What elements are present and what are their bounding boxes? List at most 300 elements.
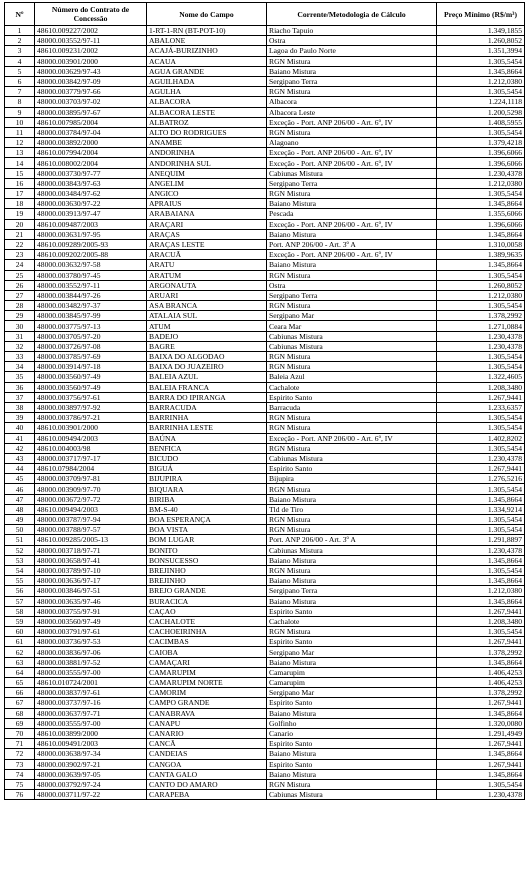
field-name: ALBATROZ	[147, 117, 267, 127]
contract-number: 48000.003552/97-11	[35, 280, 147, 290]
table-row	[5, 759, 525, 769]
min-price: 1.305,5454	[437, 525, 525, 535]
min-price: 1.233,6357	[437, 402, 525, 412]
field-name: CANTA GALO	[147, 769, 267, 779]
field-name: AGUA GRANDE	[147, 66, 267, 76]
min-price: 1.212,0380	[437, 290, 525, 300]
methodology: Baiano Mistura	[267, 576, 437, 586]
row-number: 22	[5, 239, 35, 249]
contract-number: 48610.009494/2003	[35, 504, 147, 514]
min-price: 1.208,3480	[437, 616, 525, 626]
row-number: 64	[5, 667, 35, 677]
min-price: 1.267,9441	[437, 464, 525, 474]
row-number: 26	[5, 280, 35, 290]
field-name: CAÇAO	[147, 606, 267, 616]
row-number: 56	[5, 586, 35, 596]
methodology: Cabiunas Mistura	[267, 331, 437, 341]
methodology: Espirito Santo	[267, 739, 437, 749]
methodology: Cabiunas Mistura	[267, 168, 437, 178]
table-row	[5, 372, 525, 382]
min-price: 1.230,4378	[437, 341, 525, 351]
table-row	[5, 596, 525, 606]
min-price: 1.276,5216	[437, 474, 525, 484]
min-price: 1.305,5454	[437, 127, 525, 137]
table-row	[5, 158, 525, 168]
methodology: Alagoano	[267, 138, 437, 148]
row-number: 16	[5, 178, 35, 188]
row-number: 67	[5, 698, 35, 708]
table-row	[5, 362, 525, 372]
table-row	[5, 56, 525, 66]
field-name: BM-S-40	[147, 504, 267, 514]
row-number: 40	[5, 423, 35, 433]
contract-number: 48000.003909/97-70	[35, 484, 147, 494]
methodology: Sergipano Terra	[267, 76, 437, 86]
methodology: RGN Mistura	[267, 189, 437, 199]
field-name: BARRINHA	[147, 413, 267, 423]
min-price: 1.378,2992	[437, 688, 525, 698]
table-row	[5, 290, 525, 300]
table-row	[5, 26, 525, 36]
methodology: Baiano Mistura	[267, 199, 437, 209]
min-price: 1.345,8664	[437, 749, 525, 759]
contract-number: 48000.003845/97-99	[35, 311, 147, 321]
methodology: Baiano Mistura	[267, 749, 437, 759]
row-number: 15	[5, 168, 35, 178]
min-price: 1.305,5454	[437, 352, 525, 362]
methodology: RGN Mistura	[267, 565, 437, 575]
methodology: RGN Mistura	[267, 87, 437, 97]
min-price: 1.389,9635	[437, 250, 525, 260]
table-row	[5, 739, 525, 749]
table-row	[5, 402, 525, 412]
methodology: Exceção - Port. ANP 206/00 - Art. 6º, IV	[267, 250, 437, 260]
row-number: 4	[5, 56, 35, 66]
row-number: 32	[5, 341, 35, 351]
min-price: 1.305,5454	[437, 515, 525, 525]
methodology: RGN Mistura	[267, 423, 437, 433]
field-name: BIRIBA	[147, 494, 267, 504]
methodology: Exceção - Port. ANP 206/00 - Art. 6º, IV	[267, 158, 437, 168]
table-row	[5, 239, 525, 249]
methodology: Riacho Tapuio	[267, 26, 437, 36]
field-name: CANGOA	[147, 759, 267, 769]
table-row	[5, 433, 525, 443]
contract-number: 48000.003717/97-17	[35, 453, 147, 463]
field-name: CANAPU	[147, 718, 267, 728]
contract-number: 48000.003555/97-00	[35, 718, 147, 728]
field-name: ANGELIM	[147, 178, 267, 188]
field-name: CAMARUPIM	[147, 667, 267, 677]
min-price: 1.305,5454	[437, 413, 525, 423]
field-name: ARUARI	[147, 290, 267, 300]
field-name: ARAÇAS	[147, 229, 267, 239]
methodology: Espirito Santo	[267, 392, 437, 402]
row-number: 57	[5, 596, 35, 606]
contract-number: 48610.009231/2002	[35, 46, 147, 56]
contract-number: 48000.003711/97-22	[35, 790, 147, 800]
field-name: CANCÃ	[147, 739, 267, 749]
min-price: 1.349,1855	[437, 26, 525, 36]
contract-number: 48000.003897/97-92	[35, 402, 147, 412]
min-price: 1.305,5454	[437, 362, 525, 372]
field-name: CAMARUPIM NORTE	[147, 678, 267, 688]
methodology: Tld de Tiro	[267, 504, 437, 514]
contract-number: 48610.009494/2003	[35, 433, 147, 443]
row-number: 3	[5, 46, 35, 56]
row-number: 29	[5, 311, 35, 321]
table-row	[5, 698, 525, 708]
contract-number: 48000.003632/97-58	[35, 260, 147, 270]
row-number: 35	[5, 372, 35, 382]
methodology: RGN Mistura	[267, 484, 437, 494]
table-row	[5, 341, 525, 351]
row-number: 72	[5, 749, 35, 759]
methodology: Exceção - Port. ANP 206/00 - Art. 6º, IV	[267, 148, 437, 158]
contract-number: 48000.003788/97-57	[35, 525, 147, 535]
field-name: BREJINHO	[147, 565, 267, 575]
contract-number: 48000.003846/97-51	[35, 586, 147, 596]
field-name: ALBACORA	[147, 97, 267, 107]
contract-number: 48610.009285/2005-13	[35, 535, 147, 545]
row-number: 70	[5, 728, 35, 738]
contract-number: 48000.003484/97-62	[35, 189, 147, 199]
field-name: ANGICO	[147, 189, 267, 199]
methodology: Baiano Mistura	[267, 229, 437, 239]
row-number: 28	[5, 301, 35, 311]
row-number: 46	[5, 484, 35, 494]
methodology: RGN Mistura	[267, 627, 437, 637]
table-row	[5, 606, 525, 616]
methodology: Espirito Santo	[267, 637, 437, 647]
min-price: 1.267,9441	[437, 606, 525, 616]
contract-number: 48000.003787/97-94	[35, 515, 147, 525]
contract-number: 48610.007994/2004	[35, 148, 147, 158]
contract-number: 48000.003779/97-66	[35, 87, 147, 97]
field-name: ACAJÁ-BURIZINHO	[147, 46, 267, 56]
row-number: 18	[5, 199, 35, 209]
contract-number: 48000.003785/97-69	[35, 352, 147, 362]
row-number: 65	[5, 678, 35, 688]
row-number: 53	[5, 555, 35, 565]
field-name: BREJO GRANDE	[147, 586, 267, 596]
methodology: Ostra	[267, 280, 437, 290]
contract-number: 48000.003837/97-61	[35, 688, 147, 698]
table-header	[5, 3, 525, 26]
row-number: 43	[5, 453, 35, 463]
field-name: ARABAIANA	[147, 209, 267, 219]
row-number: 8	[5, 97, 35, 107]
field-name: BONITO	[147, 545, 267, 555]
contract-number: 48610.003901/2000	[35, 423, 147, 433]
table-row	[5, 138, 525, 148]
row-number: 17	[5, 189, 35, 199]
contract-number: 48000.003789/97-10	[35, 565, 147, 575]
table-row	[5, 504, 525, 514]
field-name: CACHOEIRINHA	[147, 627, 267, 637]
table-row	[5, 97, 525, 107]
row-number: 44	[5, 464, 35, 474]
table-row	[5, 321, 525, 331]
methodology: RGN Mistura	[267, 270, 437, 280]
row-number: 31	[5, 331, 35, 341]
contract-number: 48000.003709/97-81	[35, 474, 147, 484]
contract-number: 48610.007985/2004	[35, 117, 147, 127]
min-price: 1.291,4949	[437, 728, 525, 738]
row-number: 30	[5, 321, 35, 331]
methodology: Cachalote	[267, 616, 437, 626]
table-row	[5, 616, 525, 626]
contract-number: 48000.003703/97-02	[35, 97, 147, 107]
table-row	[5, 117, 525, 127]
table-row	[5, 647, 525, 657]
header-contract: Número do Contrato de Concessão	[35, 3, 147, 26]
min-price: 1.260,8052	[437, 36, 525, 46]
methodology: Cabiunas Mistura	[267, 790, 437, 800]
methodology: Camarupim	[267, 667, 437, 677]
field-name: ANAMBE	[147, 138, 267, 148]
table-row	[5, 331, 525, 341]
min-price: 1.322,4605	[437, 372, 525, 382]
min-price: 1.230,4378	[437, 545, 525, 555]
field-name: ARACUÃ	[147, 250, 267, 260]
table-row	[5, 627, 525, 637]
table-row	[5, 790, 525, 800]
row-number: 5	[5, 66, 35, 76]
table-row	[5, 209, 525, 219]
min-price: 1.345,8664	[437, 596, 525, 606]
table-row	[5, 301, 525, 311]
methodology: Canario	[267, 728, 437, 738]
min-price: 1.305,5454	[437, 443, 525, 453]
row-number: 38	[5, 402, 35, 412]
min-price: 1.406,4253	[437, 667, 525, 677]
min-price: 1.224,1118	[437, 97, 525, 107]
field-name: ALTO DO RODRIGUES	[147, 127, 267, 137]
table-row	[5, 443, 525, 453]
min-price: 1.200,5298	[437, 107, 525, 117]
contract-number: 48610.009227/2002	[35, 26, 147, 36]
methodology: Sergipano Terra	[267, 586, 437, 596]
header-field-name: Nome do Campo	[147, 3, 267, 26]
min-price: 1.267,9441	[437, 392, 525, 402]
field-name: CAMORIM	[147, 688, 267, 698]
table-row	[5, 678, 525, 688]
methodology: Golfinho	[267, 718, 437, 728]
contract-number: 48610.009202/2005-88	[35, 250, 147, 260]
document-page	[4, 2, 524, 800]
methodology: Espirito Santo	[267, 759, 437, 769]
header-number: Nº	[5, 3, 35, 26]
table-row	[5, 525, 525, 535]
contract-number: 48000.003631/97-95	[35, 229, 147, 239]
methodology: RGN Mistura	[267, 443, 437, 453]
table-row	[5, 178, 525, 188]
field-name: CANABRAVA	[147, 708, 267, 718]
methodology: RGN Mistura	[267, 301, 437, 311]
row-number: 33	[5, 352, 35, 362]
table-row	[5, 779, 525, 789]
field-name: BICUDO	[147, 453, 267, 463]
row-number: 62	[5, 647, 35, 657]
row-number: 7	[5, 87, 35, 97]
row-number: 45	[5, 474, 35, 484]
contract-number: 48000.003637/97-71	[35, 708, 147, 718]
contract-number: 48610.003899/2000	[35, 728, 147, 738]
min-price: 1.345,8664	[437, 708, 525, 718]
methodology: Sergipano Mar	[267, 647, 437, 657]
table-row	[5, 494, 525, 504]
table-row	[5, 76, 525, 86]
contract-number: 48610.009289/2005-93	[35, 239, 147, 249]
min-price: 1.345,8664	[437, 657, 525, 667]
field-name: AGULHA	[147, 87, 267, 97]
contract-number: 48000.003555/97-00	[35, 667, 147, 677]
min-price: 1.305,5454	[437, 189, 525, 199]
field-name: BALEIA AZUL	[147, 372, 267, 382]
row-number: 20	[5, 219, 35, 229]
methodology: Lagoa do Paulo Norte	[267, 46, 437, 56]
field-name: CAMAÇARI	[147, 657, 267, 667]
methodology: Pescada	[267, 209, 437, 219]
contract-number: 48000.003756/97-61	[35, 392, 147, 402]
min-price: 1.230,4378	[437, 168, 525, 178]
row-number: 63	[5, 657, 35, 667]
row-number: 2	[5, 36, 35, 46]
contract-number: 48610.009487/2003	[35, 219, 147, 229]
methodology: Bijupira	[267, 474, 437, 484]
contract-number: 48000.003913/97-47	[35, 209, 147, 219]
methodology: RGN Mistura	[267, 779, 437, 789]
row-number: 66	[5, 688, 35, 698]
contract-number: 48000.003914/97-18	[35, 362, 147, 372]
methodology: RGN Mistura	[267, 515, 437, 525]
table-row	[5, 87, 525, 97]
contract-number: 48610.008002/2004	[35, 158, 147, 168]
field-name: BOA VISTA	[147, 525, 267, 535]
row-number: 25	[5, 270, 35, 280]
contract-number: 48000.003842/97-09	[35, 76, 147, 86]
contract-number: 48000.003560/97-49	[35, 382, 147, 392]
row-number: 60	[5, 627, 35, 637]
row-number: 37	[5, 392, 35, 402]
field-name: BAÚNA	[147, 433, 267, 443]
field-name: ANEQUIM	[147, 168, 267, 178]
contract-number: 48000.003639/97-05	[35, 769, 147, 779]
min-price: 1.208,3480	[437, 382, 525, 392]
contract-number: 48000.003672/97-72	[35, 494, 147, 504]
methodology: Sergipano Mar	[267, 311, 437, 321]
table-row	[5, 565, 525, 575]
contract-number: 48000.003737/97-16	[35, 698, 147, 708]
table-row	[5, 688, 525, 698]
table-row	[5, 392, 525, 402]
contract-number: 48000.003775/97-13	[35, 321, 147, 331]
table-row	[5, 311, 525, 321]
methodology: Barracuda	[267, 402, 437, 412]
field-name: BALEIA FRANCA	[147, 382, 267, 392]
methodology: Baiano Mistura	[267, 769, 437, 779]
methodology: Albacora Leste	[267, 107, 437, 117]
field-name: CACHALOTE	[147, 616, 267, 626]
field-name: ARAÇAS LESTE	[147, 239, 267, 249]
table-row	[5, 413, 525, 423]
table-row	[5, 749, 525, 759]
field-name: APRAIUS	[147, 199, 267, 209]
field-name: CACIMBAS	[147, 637, 267, 647]
min-price: 1.230,4378	[437, 453, 525, 463]
min-price: 1.230,4378	[437, 790, 525, 800]
methodology: Baleia Azul	[267, 372, 437, 382]
table-row	[5, 250, 525, 260]
field-name: ALBACORA LESTE	[147, 107, 267, 117]
contract-number: 48000.003901/2000	[35, 56, 147, 66]
table-row	[5, 535, 525, 545]
min-price: 1.345,8664	[437, 199, 525, 209]
row-number: 76	[5, 790, 35, 800]
methodology: Exceção - Port. ANP 206/00 - Art. 6º, IV	[267, 433, 437, 443]
methodology: Sergipano Terra	[267, 290, 437, 300]
min-price: 1.260,8052	[437, 280, 525, 290]
header-row	[5, 3, 525, 26]
field-name: AGUILHADA	[147, 76, 267, 86]
table-row	[5, 423, 525, 433]
field-name: ANDORINHA SUL	[147, 158, 267, 168]
table-row	[5, 168, 525, 178]
min-price: 1.271,0884	[437, 321, 525, 331]
contract-number: 48000.003705/97-20	[35, 331, 147, 341]
table-row	[5, 718, 525, 728]
table-row	[5, 708, 525, 718]
row-number: 75	[5, 779, 35, 789]
table-row	[5, 36, 525, 46]
field-name: BOM LUGAR	[147, 535, 267, 545]
methodology: Baiano Mistura	[267, 260, 437, 270]
table-row	[5, 453, 525, 463]
methodology: Exceção - Port. ANP 206/00 - Art. 6º, IV	[267, 117, 437, 127]
methodology: Baiano Mistura	[267, 708, 437, 718]
field-name: ABALONE	[147, 36, 267, 46]
min-price: 1.379,4218	[437, 138, 525, 148]
table-row	[5, 464, 525, 474]
table-row	[5, 667, 525, 677]
table-row	[5, 586, 525, 596]
contract-number: 48000.003792/97-24	[35, 779, 147, 789]
min-price: 1.305,5454	[437, 270, 525, 280]
min-price: 1.305,5454	[437, 56, 525, 66]
methodology: Baiano Mistura	[267, 596, 437, 606]
min-price: 1.396,6066	[437, 158, 525, 168]
row-number: 59	[5, 616, 35, 626]
header-min-price: Preço Mínimo (R$/m³)	[437, 3, 525, 26]
contract-number: 48610.07984/2004	[35, 464, 147, 474]
methodology: Exceção - Port. ANP 206/00 - Art. 6º, IV	[267, 219, 437, 229]
methodology: RGN Mistura	[267, 413, 437, 423]
table-row	[5, 769, 525, 779]
field-name: ATUM	[147, 321, 267, 331]
min-price: 1.310,0058	[437, 239, 525, 249]
field-name: CANTO DO AMARO	[147, 779, 267, 789]
table-row	[5, 728, 525, 738]
contract-number: 48000.003836/97-06	[35, 647, 147, 657]
min-price: 1.267,9441	[437, 698, 525, 708]
table-row	[5, 657, 525, 667]
row-number: 19	[5, 209, 35, 219]
methodology: Ostra	[267, 36, 437, 46]
table-row	[5, 352, 525, 362]
methodology: RGN Mistura	[267, 362, 437, 372]
row-number: 1	[5, 26, 35, 36]
